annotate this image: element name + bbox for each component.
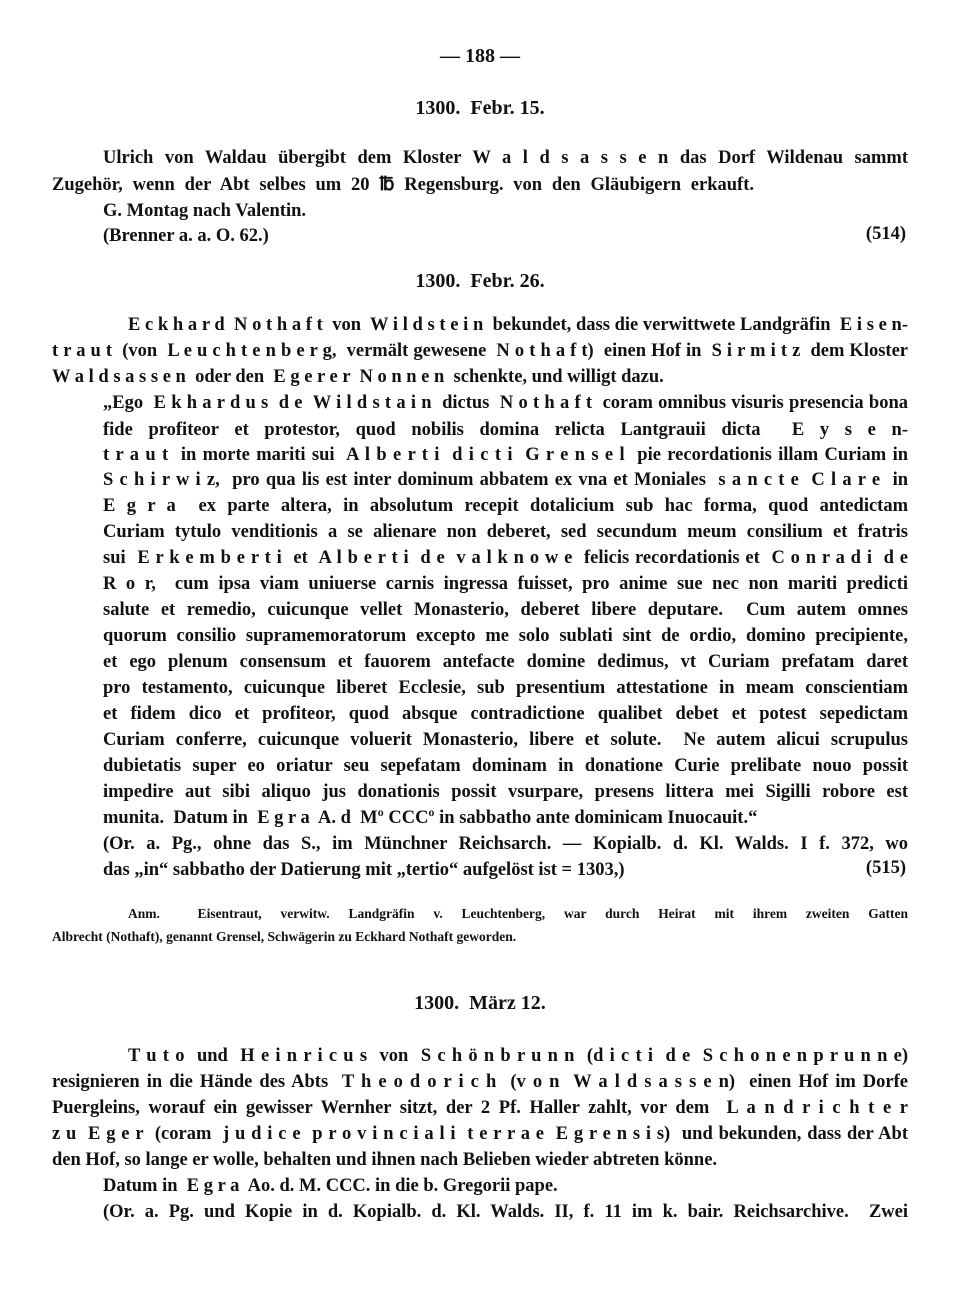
entry-number: (515) — [865, 858, 906, 878]
text-line: et fidem dico et profiteor, quod absque contradictione qualibet debet et potest sepedictam — [103, 704, 908, 724]
footnote-line: Anm. Eisentraut, verwitw. Landgräfin v. Leuchtenberg, war durch Heirat mit ihrem zweiten Gatten — [128, 906, 908, 921]
text-line: Zugehör, wenn der Abt selbes um 20 ℔ Regensburg. von den Gläubigern erkauft. — [52, 175, 754, 195]
text-line: R o r, cum ipsa viam uniuerse carnis ingressa fuisset, pro anime sue nec non mariti predicti — [103, 574, 908, 594]
page-number: — 188 — — [440, 45, 520, 67]
text-line: resignieren in die Hände des Abts T h e o d o r i c h (v o n W a l d s a s s e n) einen Hof im Dorfe — [52, 1072, 908, 1092]
text-line: Datum in E g r a Ao. d. M. CCC. in die b. Gregorii pape. — [103, 1176, 558, 1196]
text-line: Ulrich von Waldau übergibt dem Kloster W a l d s a s s e n das Dorf Wildenau sammt — [103, 148, 908, 168]
text-line: das „in“ sabbatho der Datierung mit „tertio“ aufgelöst ist = 1303,) — [103, 860, 625, 880]
text-line: W a l d s a s s e n oder den E g e r e r N o n n e n schenkte, und willigt dazu. — [52, 367, 664, 387]
text-line: T u t o und H e i n r i c u s von S c h ö n b r u n n (d i c t i d e S c h o n e n p r u n n e) — [128, 1046, 908, 1066]
entry-date: 1300. März 12. — [414, 992, 546, 1014]
text-line: E c k h a r d N o t h a f t von W i l d s t e i n bekundet, dass die verwittwete Landgräfin E i s e n- — [128, 315, 908, 335]
text-line: impedire aut sibi aliquo jus donationis possit vsurpare, presens littera mei Sigilli robore est — [103, 782, 908, 802]
text-line: E g r a ex parte altera, in absolutum recepit dotalicium sub hac forma, quod antedictam — [103, 496, 908, 516]
entry-date: 1300. Febr. 15. — [415, 97, 545, 119]
text-line: Curiam tytulo venditionis a se alienare non deberet, sed secundum meum consilium et fratris — [103, 522, 908, 542]
text-line: fide profiteor et protestor, quod nobilis domina relicta Lantgrauii dicta E y s e n- — [103, 420, 908, 440]
footnote-line: Albrecht (Nothaft), genannt Grensel, Schwägerin zu Eckhard Nothaft geworden. — [52, 929, 517, 944]
text-line: sui E r k e m b e r t i et A l b e r t i d e v a l k n o w e felicis recordationis et C o n r a d i d e — [103, 548, 908, 568]
text-line: t r a u t (von L e u c h t e n b e r g, vermält gewesene N o t h a f t) einen Hof in S i r m i t z dem Kloster — [52, 341, 908, 361]
text-line: pro testamento, cuicunque liberet Ecclesie, sub presentium attestatione in meam conscientiam — [103, 678, 908, 698]
text-line: G. Montag nach Valentin. — [103, 201, 307, 221]
text-line: den Hof, so lange er wolle, behalten und ihnen nach Belieben wieder abtreten könne. — [52, 1150, 718, 1170]
text-line: quorum consilio supramemoratorum excepto me solo sublati sint de ordio, domino precipiente, — [103, 626, 908, 646]
text-line: S c h i r w i z, pro qua lis est inter dominum abbatem ex vna et Moniales s a n c t e C l a r e in — [103, 470, 908, 490]
entry-date: 1300. Febr. 26. — [415, 270, 545, 292]
text-line: t r a u t in morte mariti sui A l b e r t i d i c t i G r e n s e l pie recordationis illam Curiam in — [103, 445, 908, 465]
entry-number: (514) — [865, 224, 906, 244]
text-line: munita. Datum in E g r a A. d Mº CCCº in sabbatho ante dominicam Inuocauit.“ — [103, 808, 758, 828]
text-line: z u E g e r (coram j u d i c e p r o v i n c i a l i t e r r a e E g r e n s i s) und bekunden, dass der Abt — [52, 1124, 908, 1144]
text-line: „Ego E k h a r d u s d e W i l d s t a i n dictus N o t h a f t coram omnibus visuris presencia bona — [103, 393, 908, 413]
text-line: salute et remedio, cuicunque vellet Monasterio, deberet libere deputare. Cum autem omnes — [103, 600, 908, 620]
text-line: Curiam conferre, cuicunque voluerit Monasterio, libere et solute. Ne autem alicui scrupulus — [103, 730, 908, 750]
text-line: et ego plenum consensum et fauorem antefacte domine dedimus, vt Curiam prefatam daret — [103, 652, 908, 672]
text-line: Puergleins, worauf ein gewisser Wernher sitzt, der 2 Pf. Haller zahlt, vor dem L a n d r i c h t e r — [52, 1098, 908, 1118]
text-line: (Brenner a. a. O. 62.) — [103, 226, 269, 246]
text-line: dubietatis super eo oriatur seu sepefatam dominam in donatione Curie prelibate nouo possit — [103, 756, 908, 776]
text-line: (Or. a. Pg., ohne das S., im Münchner Reichsarch. — Kopialb. d. Kl. Walds. I f. 372, wo — [103, 834, 908, 854]
text-line: (Or. a. Pg. und Kopie in d. Kopialb. d. Kl. Walds. II, f. 11 im k. bair. Reichsarchive. Zwei — [103, 1202, 908, 1222]
